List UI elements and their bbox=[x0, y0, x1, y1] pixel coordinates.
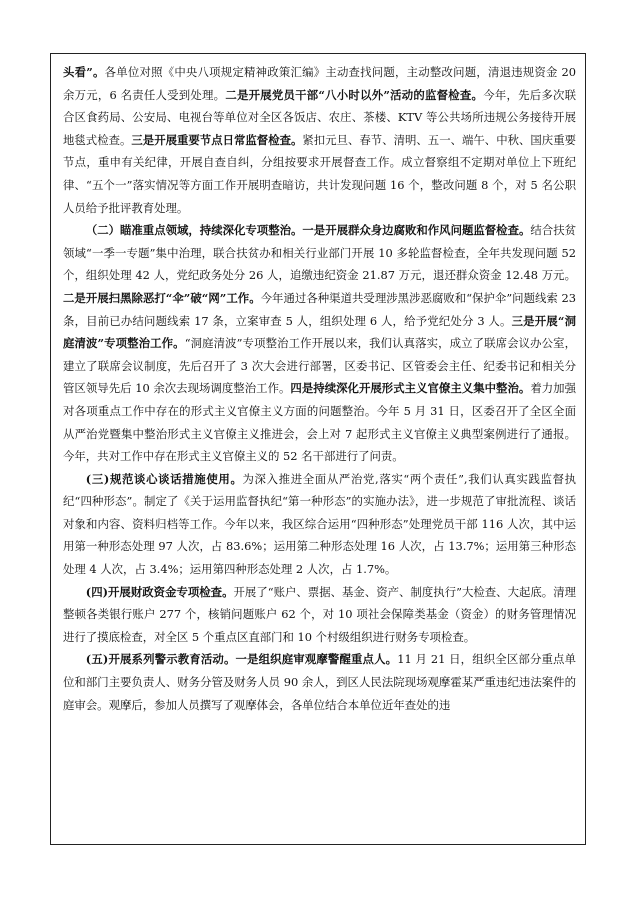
text-run: 今年，先后多次联合区食药局、公安局、电视台等单位对全区各饭店、农庄、茶楼、KTV 等公共场所违规公务接待开展地毯式检查。 bbox=[63, 87, 576, 147]
bold-text-run: 二是开展扫黑除恶打“伞”破“网”工作。 bbox=[63, 290, 261, 305]
document-frame bbox=[50, 53, 586, 845]
bold-text-run: 头看”。 bbox=[63, 65, 105, 79]
bold-text-run: （二）瞄准重点领域，持续深化专项整治。一是开展群众身边腐败和作风问题监督检查。 bbox=[85, 223, 531, 238]
text-run: 结合扶贫领域“一季一专题”集中治理，联合扶贫办和相关行业部门开展 10 多轮监督检查，全年共发现问题 52 个，组织处理 42 人，党纪政务处分 26 人，追缴违纪资金 21.87 万元，退还群众资金 12.48 万元。 bbox=[63, 223, 576, 283]
text-run: 11 月 21 日，组织全区部分重点单位和部门主要负责人、财务分管及财务人员 90 余人，到区人民法院现场观摩霍某严重违纪违法案件的庭审会。观摩后，参加人员撰写了观摩体会，各单位结合本单位近年查处的违 bbox=[63, 652, 576, 712]
bold-text-run: (三)规范谈心谈话措施使用。 bbox=[85, 471, 243, 486]
text-run: 今年通过各种渠道共受理涉黑涉恶腐败和“保护伞”问题线索 23 条，目前已办结问题线索 17 条，立案审查 5 人，组织处理 6 人，给予党纪处分 3 人。 bbox=[63, 290, 576, 328]
paragraph bbox=[63, 219, 576, 468]
bold-text-run: 四是持续深化开展形式主义官僚主义集中整治。 bbox=[290, 381, 531, 396]
bold-text-run: 三是开展“洞庭清波”专项整治工作。 bbox=[63, 313, 576, 351]
text-run: 着力加强对各项重点工作中存在的形式主义官僚主义方面的问题整治。今年 5 月 31 日，区委召开了全区全面从严治党暨集中整治形式主义官僚主义推进会，会上对 7 起形式主义官僚主义典型案例进行了通报。今年，共对工作中存在形式主义官僚主义的 52 名干部进行了问责。 bbox=[63, 381, 576, 464]
text-run: 紧扣元旦、春节、清明、五一、端午、中秋、国庆重要节点，重申有关纪律，开展自查自纠，分组按要求开展督查工作。成立督察组不定期对单位上下班纪律、“五个一”落实情况等方面工作开展明查暗访，共计发现问题 16 个，整改问题 8 个，对 5 名公职人员给予批评教育处理。 bbox=[63, 132, 576, 215]
paragraph bbox=[63, 648, 576, 716]
text-run: 为深入推进全面从严治党,落实“两个责任”,我们认真实践监督执纪“四种形态”。制定了《关于运用监督执纪“第一种形态”的实施办法》，进一步规范了审批流程、谈话对象和内容、资料归档等工作。今年以来，我区综合运用“四种形态”处理党员干部 116 人次，其中运用第一种形态处理 97 人次，占 83.6%；运用第二种形态处理 16 人次，占 13.7%；运用第三种形态处理 4 人次，占 3.4%；运用第四种形态处理 2 人次，占 1.7%。 bbox=[63, 471, 577, 577]
paragraph bbox=[63, 581, 576, 649]
bold-text-run: 二是开展党员干部“八小时以外”活动的监督检查。 bbox=[225, 87, 484, 102]
text-run: 开展了“账户、票据、基金、资产、制度执行”大检查、大起底。清理整顿各类银行账户 277 个，核销问题账户 62 个，对 10 项社会保障类基金（资金）的财务管理情况进行了摸底检查，对全区 5 个重点区直部门和 10 个村级组织进行财务专项检查。 bbox=[63, 584, 577, 644]
bold-text-run: 三是开展重要节点日常监督检查。 bbox=[131, 132, 303, 147]
document-body bbox=[51, 54, 585, 716]
bold-text-run: (五)开展系列警示教育活动。一是组织庭审观摩警醒重点人。 bbox=[85, 652, 398, 667]
text-run: 各单位对照《中央八项规定精神政策汇编》主动查找问题，主动整改问题，清退违规资金 20 余万元，6 名责任人受到处理。 bbox=[63, 65, 576, 102]
bold-text-run: (四)开展财政资金专项检查。 bbox=[85, 584, 234, 599]
text-run: “洞庭清波”专项整治工作开展以来，我们认真落实，成立了联席会议办公室，建立了联席会议制度，先后召开了 3 次大会进行部署，区委书记、区管委会主任、纪委书记和相关分管区领导先后 10 余次去现场调度整治工作。 bbox=[63, 336, 576, 396]
paragraph bbox=[63, 61, 576, 219]
paragraph bbox=[63, 468, 576, 581]
